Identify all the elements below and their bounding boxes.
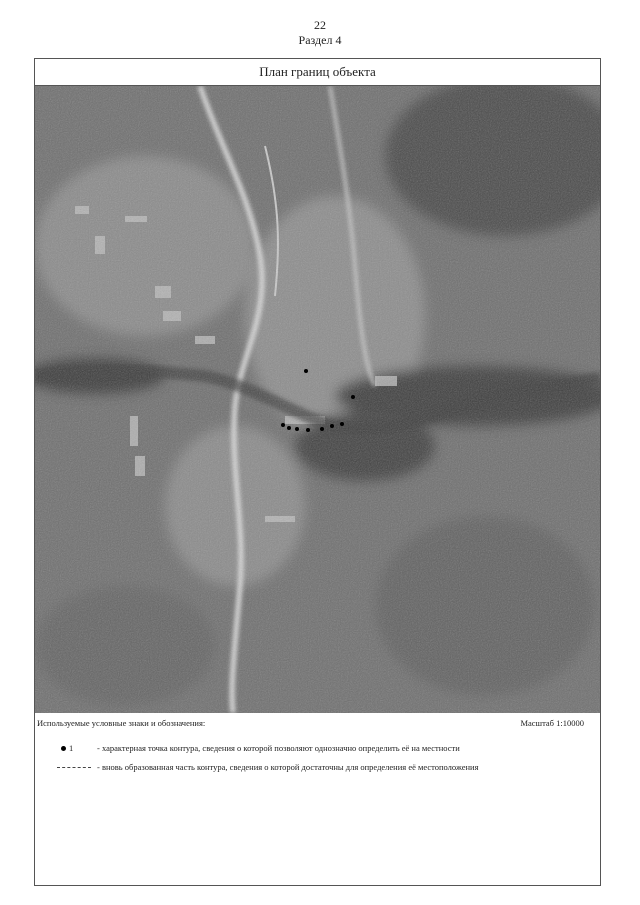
aerial-map-image xyxy=(35,86,600,713)
legend-description: - характерная точка контура, сведения о которой позволяют однозначно определить её на местности xyxy=(97,743,460,753)
legend-symbol xyxy=(57,762,97,774)
legend xyxy=(35,713,600,885)
legend-description: - вновь образованная часть контура, сведения о которой достаточны для определения её местоположения xyxy=(97,762,479,772)
section-title: Раздел 4 xyxy=(298,33,342,47)
plan-frame xyxy=(34,58,601,886)
point-number-label: 1 xyxy=(69,743,74,753)
legend-symbol xyxy=(57,743,97,755)
legend-title: Используемые условные знаки и обозначения: xyxy=(37,718,206,728)
scale-label: Масштаб 1:10000 xyxy=(520,718,584,728)
page-number: 22 xyxy=(314,18,326,32)
black-dot-icon xyxy=(61,746,66,751)
plan-title: План границ объекта xyxy=(35,59,600,86)
aerial-photo xyxy=(35,86,600,713)
dashed-line-icon xyxy=(57,767,91,768)
